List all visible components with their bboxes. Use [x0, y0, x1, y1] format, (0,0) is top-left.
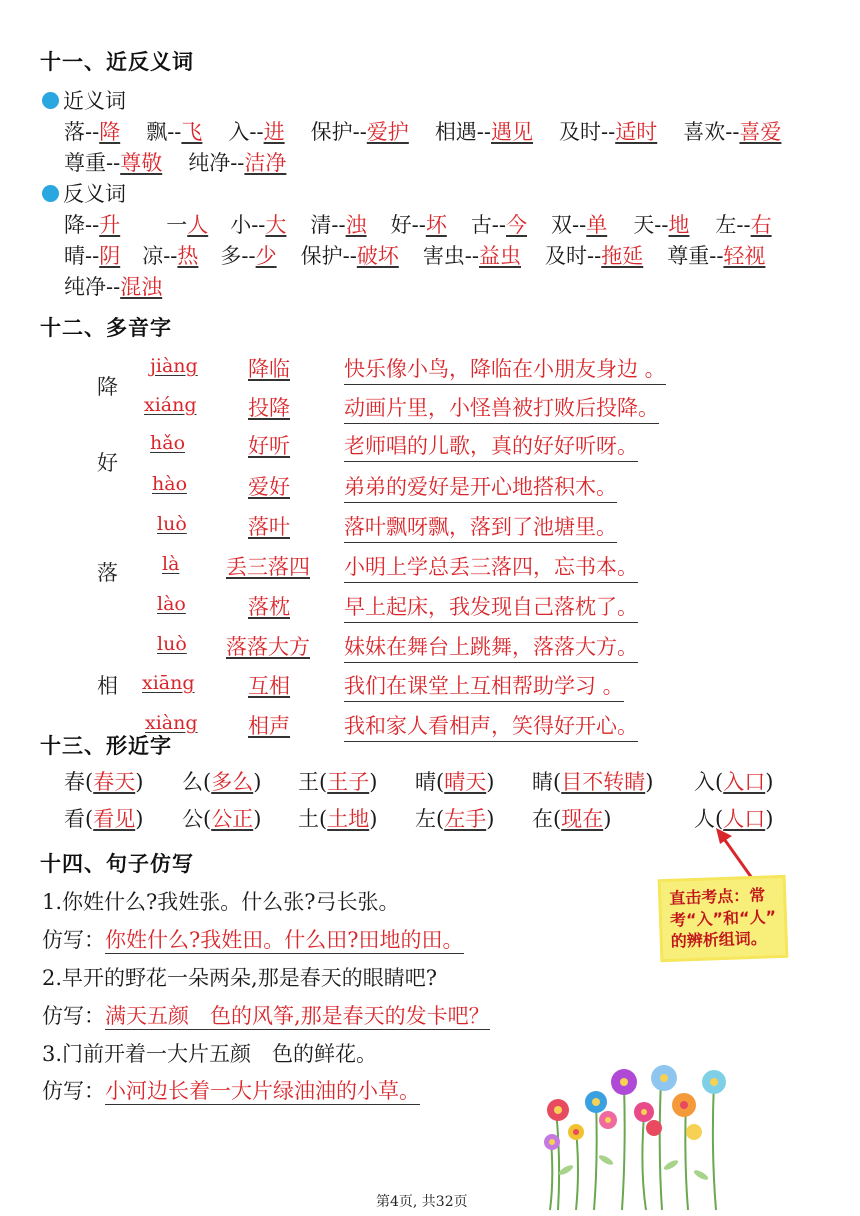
section-title-polyphonic: 十二、多音字	[40, 316, 172, 340]
answer-2	[42, 1000, 490, 1030]
answer-word: 春天	[93, 770, 136, 794]
answer-word: 人	[187, 213, 209, 237]
word-pair	[423, 240, 521, 270]
synonyms-heading	[42, 85, 126, 115]
char: 在	[532, 807, 553, 831]
word: 保护--	[300, 244, 357, 268]
note-line: 的辨析组词。	[670, 928, 768, 952]
char: 人	[694, 807, 715, 831]
answer-word: 晴天	[444, 770, 487, 794]
word-pair	[64, 209, 120, 239]
similar-char-item: 公(公正)	[182, 807, 262, 831]
answer-word: 益虫	[479, 244, 522, 268]
word-pair	[301, 240, 399, 270]
word-pair	[715, 209, 771, 239]
char: 公	[182, 807, 203, 831]
char: 王	[298, 770, 319, 794]
similar-char-item: 看(看见)	[64, 807, 144, 831]
answer-word: 人口	[723, 807, 766, 831]
answer-label: 仿写：	[42, 1004, 105, 1028]
example-sentence: 弟弟的爱好是开心地搭积木。	[344, 471, 617, 503]
word-pair	[64, 240, 120, 270]
answer-word: 左手	[444, 807, 487, 831]
answer-text: 满天五颜 色的风筝,那是春天的发卡吧？	[105, 1004, 490, 1028]
antonyms-heading	[42, 178, 126, 208]
polyphonic-word: 落枕	[248, 595, 290, 619]
question-3: 3.门前开着一大片五颜 色的鲜花。	[42, 1042, 378, 1066]
word: 左--	[715, 213, 751, 237]
word: 降--	[64, 213, 100, 237]
char: 晴	[415, 770, 436, 794]
bullet-icon	[42, 185, 59, 202]
answer-word: 遇见	[491, 120, 534, 144]
char: 看	[64, 807, 85, 831]
word-pair	[391, 209, 447, 239]
word: 双--	[551, 213, 587, 237]
answer-word: 浊	[345, 213, 367, 237]
pinyin: luò	[157, 513, 187, 535]
arrow-icon	[712, 826, 762, 886]
char: 么	[182, 770, 203, 794]
answer-word: 混浊	[120, 275, 163, 299]
answer-word: 单	[586, 213, 608, 237]
word: 相遇--	[434, 120, 492, 144]
exam-tip-note	[661, 878, 786, 959]
answer-word: 土地	[327, 807, 370, 831]
polyphonic-word: 落落大方	[226, 635, 310, 659]
word-pair	[142, 240, 198, 270]
answer-word: 少	[255, 244, 277, 268]
word-pair	[667, 240, 765, 270]
pinyin: xiáng	[144, 394, 197, 416]
example-sentence: 老师唱的儿歌，真的好好听呀。	[344, 430, 638, 462]
answer-1	[42, 924, 464, 954]
polyphonic-char: 降	[97, 375, 118, 399]
example-sentence: 妹妹在舞台上跳舞，落落大方。	[344, 631, 638, 663]
word: 纯净--	[188, 151, 245, 175]
note-line: 直击考点：常	[668, 885, 766, 908]
word-pair	[220, 240, 276, 270]
bullet-icon	[42, 92, 59, 109]
polyphonic-char: 落	[97, 561, 118, 585]
pinyin: hào	[152, 473, 188, 495]
word-pair	[146, 116, 202, 146]
word-pair	[188, 147, 286, 177]
polyphonic-word: 相声	[248, 714, 290, 738]
pinyin: xiàng	[145, 712, 198, 734]
answer-label: 仿写：	[42, 1079, 105, 1103]
answer-word: 公正	[211, 807, 254, 831]
answer-word: 尊敬	[120, 151, 163, 175]
similar-char-item: 晴(晴天)	[415, 770, 495, 794]
pinyin: xiāng	[142, 672, 195, 694]
antonyms-label: 反义词	[63, 182, 126, 206]
word: 落--	[64, 120, 100, 144]
section-title-similar-chars: 十三、形近字	[40, 734, 172, 758]
question-2: 2.早开的野花一朵两朵,那是春天的眼睛吧?	[42, 966, 437, 990]
answer-word: 多么	[211, 770, 254, 794]
polyphonic-word: 爱好	[248, 475, 290, 499]
answer-word: 升	[99, 213, 121, 237]
word: 一	[166, 213, 188, 237]
polyphonic-word: 落叶	[248, 515, 290, 539]
word: 天--	[633, 213, 669, 237]
word: 小--	[230, 213, 266, 237]
answer-text: 你姓什么?我姓田。什么田?田地的田。	[105, 928, 464, 952]
word-pair	[228, 116, 284, 146]
answer-word: 洁净	[244, 151, 287, 175]
word: 尊重--	[667, 244, 724, 268]
example-sentence: 我和家人看相声，笑得好开心。	[344, 710, 638, 742]
word-pair	[166, 209, 208, 239]
polyphonic-char: 好	[97, 451, 118, 475]
word: 及时--	[559, 120, 616, 144]
word-pair	[471, 209, 527, 239]
word: 保护--	[310, 120, 367, 144]
similar-char-item: 左(左手)	[415, 807, 495, 831]
synonyms-row-1	[64, 116, 781, 146]
answer-word: 进	[263, 120, 285, 144]
answer-word: 现在	[561, 807, 604, 831]
flowers-illustration	[536, 1060, 736, 1210]
similar-char-item: 么(多么)	[182, 770, 262, 794]
char: 左	[415, 807, 436, 831]
word: 多--	[220, 244, 256, 268]
word: 害虫--	[422, 244, 480, 268]
pinyin: jiàng	[150, 355, 198, 377]
word: 古--	[470, 213, 507, 237]
answer-text: 小河边长着一大片绿油油的小草。	[105, 1079, 420, 1103]
answer-word: 降	[99, 120, 121, 144]
similar-char-item: 睛(目不转睛)	[532, 770, 654, 794]
char: 春	[64, 770, 85, 794]
synonyms-row-2	[64, 147, 286, 177]
word-pair	[64, 116, 120, 146]
word-pair	[310, 209, 366, 239]
polyphonic-char: 相	[97, 674, 118, 698]
answer-word: 喜爱	[739, 120, 782, 144]
answer-word: 轻视	[723, 244, 766, 268]
similar-char-item: 入(入口)	[694, 770, 774, 794]
example-sentence: 早上起床，我发现自己落枕了。	[344, 591, 638, 623]
synonyms-label: 近义词	[63, 89, 126, 113]
word: 纯净--	[64, 275, 121, 299]
word-pair	[545, 240, 643, 270]
polyphonic-word: 互相	[248, 674, 290, 698]
word-pair	[551, 209, 607, 239]
pinyin: luò	[157, 633, 187, 655]
question-1: 1.你姓什么?我姓张。什么张?弓长张。	[42, 890, 400, 914]
word: 入--	[228, 120, 264, 144]
word: 飘--	[146, 120, 182, 144]
similar-char-item: 春(春天)	[64, 770, 144, 794]
answer-word: 适时	[615, 120, 658, 144]
note-line: 考“入”和“人”	[669, 906, 777, 930]
answer-word: 右	[750, 213, 772, 237]
polyphonic-word: 投降	[248, 396, 290, 420]
answer-word: 目不转睛	[561, 770, 646, 794]
word-pair	[559, 116, 657, 146]
answer-word: 看见	[93, 807, 136, 831]
answer-word: 入口	[723, 770, 766, 794]
answer-word: 飞	[181, 120, 203, 144]
example-sentence: 快乐像小鸟，降临在小朋友身边 。	[344, 353, 666, 385]
example-sentence: 动画片里，小怪兽被打败后投降。	[344, 392, 659, 424]
word-pair	[64, 271, 162, 301]
answer-word: 拖延	[601, 244, 644, 268]
example-sentence: 小明上学总丢三落四，忘书本。	[344, 551, 638, 583]
pinyin: lào	[157, 593, 186, 615]
word-pair	[311, 116, 409, 146]
answer-word: 破坏	[356, 244, 399, 268]
word-pair	[64, 147, 162, 177]
word: 清--	[310, 213, 346, 237]
answer-word: 热	[177, 244, 199, 268]
answer-3	[42, 1075, 420, 1105]
antonyms-row-3	[64, 271, 162, 301]
word: 晴--	[64, 244, 100, 268]
pinyin: là	[162, 553, 180, 575]
answer-word: 坏	[425, 213, 447, 237]
answer-word: 阴	[99, 244, 121, 268]
answer-word: 爱护	[366, 120, 409, 144]
word: 喜欢--	[683, 120, 740, 144]
similar-char-item: 人(人口)	[694, 807, 774, 831]
answer-word: 大	[265, 213, 287, 237]
answer-word: 地	[668, 213, 690, 237]
pinyin: hǎo	[150, 432, 186, 454]
antonyms-row-2	[64, 240, 765, 270]
char: 入	[694, 770, 715, 794]
polyphonic-word: 丢三落四	[226, 555, 310, 579]
similar-char-item: 土(土地)	[298, 807, 378, 831]
char: 土	[298, 807, 319, 831]
word: 尊重--	[64, 151, 121, 175]
word: 好--	[390, 213, 426, 237]
example-sentence: 我们在课堂上互相帮助学习 。	[344, 670, 624, 702]
word-pair	[230, 209, 286, 239]
word-pair	[683, 116, 781, 146]
answer-word: 今	[506, 213, 528, 237]
antonyms-row-1	[64, 209, 772, 239]
answer-label: 仿写：	[42, 928, 105, 952]
word-pair	[435, 116, 533, 146]
example-sentence: 落叶飘呀飘，落到了池塘里。	[344, 511, 617, 543]
similar-char-item: 在(现在)	[532, 807, 612, 831]
similar-char-item: 王(王子)	[298, 770, 378, 794]
section-title-sentence-imitation: 十四、句子仿写	[40, 852, 194, 876]
section-title-synonyms-antonyms: 十一、近反义词	[40, 50, 194, 74]
page-footer: 第4页, 共32页	[376, 1194, 468, 1210]
word-pair	[633, 209, 689, 239]
char: 睛	[532, 770, 553, 794]
polyphonic-word: 降临	[248, 357, 290, 381]
word: 及时--	[545, 244, 602, 268]
polyphonic-word: 好听	[248, 434, 290, 458]
word: 凉--	[142, 244, 178, 268]
answer-word: 王子	[327, 770, 370, 794]
